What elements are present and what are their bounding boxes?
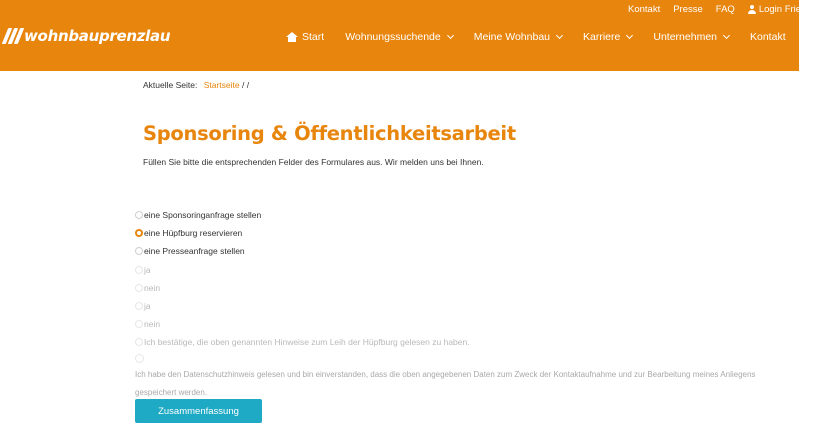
radio-option-huepfburg[interactable] xyxy=(135,228,242,238)
radio-button[interactable] xyxy=(135,266,143,274)
top-link-kontakt[interactable]: Kontakt xyxy=(628,4,661,15)
nav-label-unternehmen: Unternehmen xyxy=(653,31,717,43)
nav-label-kontakt: Kontakt xyxy=(750,31,786,43)
chevron-down-icon xyxy=(447,32,454,39)
nav-label-karriere: Karriere xyxy=(583,31,621,43)
confirm-label: Ich bestätige, die oben genannten Hinweise zum Leih der Hüpfburg gelesen zu haben. xyxy=(144,337,470,347)
radio-button[interactable] xyxy=(135,302,143,310)
login-link[interactable] xyxy=(748,4,807,15)
chevron-down-icon xyxy=(626,32,633,39)
nav-item-wohnungssuchende[interactable] xyxy=(345,31,453,43)
radio-label: nein xyxy=(144,283,161,293)
radio-button-selected[interactable] xyxy=(135,229,143,237)
radio-label: eine Hüpfburg reservieren xyxy=(144,228,243,238)
user-icon xyxy=(748,5,756,14)
top-link-faq[interactable]: FAQ xyxy=(715,4,735,15)
main-navigation xyxy=(286,31,786,43)
privacy-consent-text: Ich habe den Datenschutzhinweis gelesen und bin einverstanden, dass die oben angegebenen Daten zum Zweck der Kontaktaufnahme und zur Bearbeitung meines Anliegens gespeichert werden. xyxy=(135,370,756,397)
radio-button[interactable] xyxy=(135,211,143,219)
radio-button[interactable] xyxy=(135,247,143,255)
radio-label: nein xyxy=(144,319,161,329)
radio-option-q1-nein[interactable] xyxy=(135,283,160,293)
radio-option-q1-ja[interactable] xyxy=(135,265,151,275)
nav-item-unternehmen[interactable] xyxy=(653,31,729,43)
chevron-down-icon xyxy=(723,32,730,39)
login-label: Login Fried xyxy=(758,4,807,15)
page-title: Sponsoring & Öffentlichkeitsarbeit xyxy=(143,122,516,145)
home-icon xyxy=(286,32,298,43)
site-logo[interactable] xyxy=(5,27,170,45)
radio-option-sponsoring[interactable] xyxy=(135,210,261,220)
logo-mark-icon xyxy=(5,28,21,44)
breadcrumb-link-startseite[interactable]: Startseite xyxy=(203,80,240,90)
page-intro: Füllen Sie bitte die entsprechenden Felder des Formulares aus. Wir melden uns bei Ihnen. xyxy=(143,157,484,167)
confirm-option[interactable] xyxy=(135,337,470,347)
radio-label: ja xyxy=(144,265,151,275)
nav-item-karriere[interactable] xyxy=(583,31,632,43)
nav-item-meine-wohnbau[interactable] xyxy=(474,31,562,43)
nav-label-start: Start xyxy=(302,31,325,43)
nav-label-wohnungssuchende: Wohnungssuchende xyxy=(345,31,441,43)
nav-label-meine-wohnbau: Meine Wohnbau xyxy=(473,31,551,43)
breadcrumb xyxy=(143,80,249,90)
breadcrumb-separator: / / xyxy=(242,80,250,90)
top-link-presse[interactable]: Presse xyxy=(673,4,703,15)
radio-label: eine Presseanfrage stellen xyxy=(144,246,245,256)
radio-label: eine Sponsoringanfrage stellen xyxy=(144,210,262,220)
chevron-down-icon xyxy=(556,32,563,39)
radio-button[interactable] xyxy=(135,320,143,328)
nav-item-start[interactable] xyxy=(286,31,324,43)
site-header xyxy=(0,0,807,71)
summary-button[interactable]: Zusammenfassung xyxy=(135,399,262,423)
breadcrumb-label: Aktuelle Seite: xyxy=(143,80,198,90)
privacy-checkbox[interactable] xyxy=(135,354,144,363)
radio-label: ja xyxy=(144,301,151,311)
radio-button[interactable] xyxy=(135,284,143,292)
radio-option-q2-nein[interactable] xyxy=(135,319,160,329)
confirm-checkbox[interactable] xyxy=(135,338,143,346)
logo-text: wohnbauprenzlau xyxy=(24,27,171,45)
nav-item-kontakt[interactable] xyxy=(750,31,786,43)
radio-option-presse[interactable] xyxy=(135,246,245,256)
top-navigation xyxy=(628,4,819,15)
radio-option-q2-ja[interactable] xyxy=(135,301,151,311)
